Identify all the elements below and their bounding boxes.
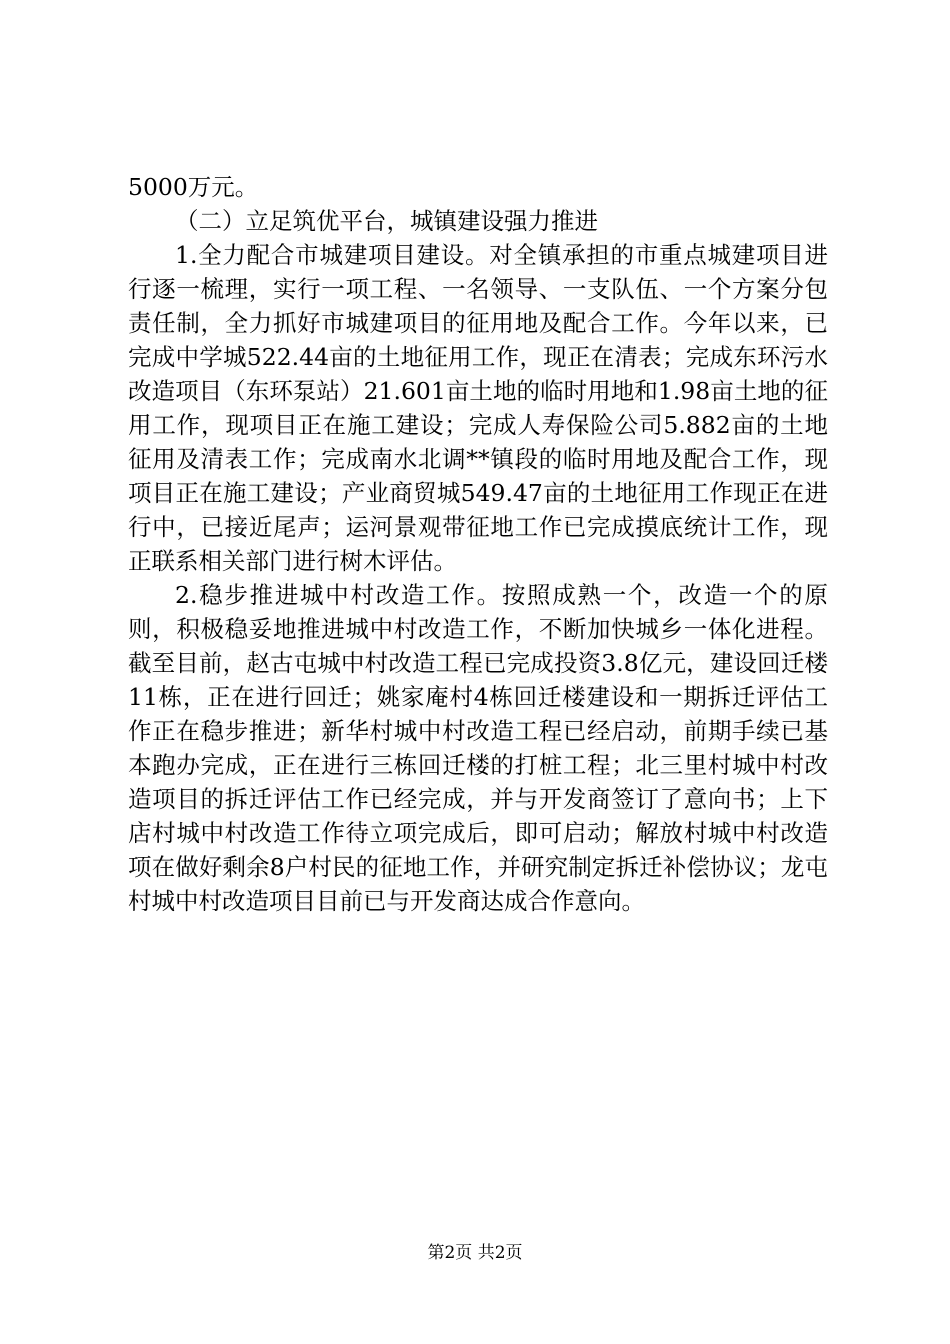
section-heading: （二）立足筑优平台，城镇建设强力推进	[175, 207, 598, 235]
page-footer	[0, 1241, 950, 1265]
page-number: 第2页 共2页	[427, 1243, 523, 1263]
continuation-text: 5000万元。	[128, 173, 259, 201]
paragraph-city-construction: 1.全力配合市城建项目建设。对全镇承担的市重点城建项目进行逐一梳理，实行一项工程、一名领导、一支队伍、一个方案分包责任制，全力抓好市城建项目的征用地及配合工作。今年以来，已完成中学城522.44亩的土地征用工作，现正在清表；完成东环污水改造项目（东环泵站）21.601亩土地的临时用地和1.98亩土地的征用工作，现项目正在施工建设；完成人寿保险公司5.882亩的土地征用及清表工作；完成南水北调**镇段的临时用地及配合工作，现项目正在施工建设；产业商贸城549.47亩的土地征用工作现正在进行中，已接近尾声；运河景观带征地工作已完成摸底统计工作，现正联系相关部门进行树木评估。	[128, 241, 828, 575]
paragraph-village-renovation: 2.稳步推进城中村改造工作。按照成熟一个，改造一个的原则，积极稳妥地推进城中村改造工作，不断加快城乡一体化进程。截至目前，赵古屯城中村改造工程已完成投资3.8亿元，建设回迁楼11栋，正在进行回迁；姚家庵村4栋回迁楼建设和一期拆迁评估工作正在稳步推进；新华村城中村改造工程已经启动，前期手续已基本跑办完成，正在进行三栋回迁楼的打桩工程；北三里村城中村改造项目的拆迁评估工作已经完成，并与开发商签订了意向书；上下店村城中村改造工作待立项完成后，即可启动；解放村城中村改造项在做好剩余8户村民的征地工作，并研究制定拆迁补偿协议；龙屯村城中村改造项目目前已与开发商达成合作意向。	[128, 581, 828, 915]
document-body	[128, 170, 828, 918]
